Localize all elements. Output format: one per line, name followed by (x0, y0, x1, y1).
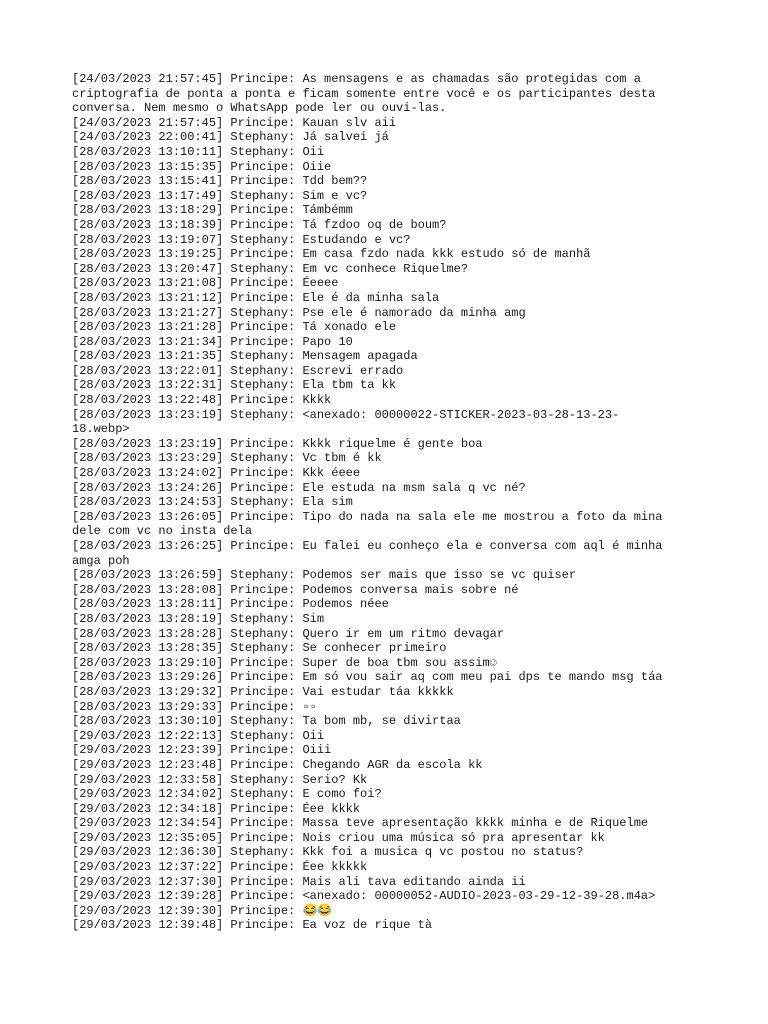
transcript-line: [28/03/2023 13:29:26] Principe: Em só vou sair aq com meu pai dps te mando msg táa (72, 670, 663, 685)
transcript-line: [28/03/2023 13:26:59] Stephany: Podemos ser mais que isso se vc quiser (72, 568, 577, 583)
transcript-line: [29/03/2023 12:35:05] Principe: Nois criou uma música só pra apresentar kk (72, 830, 605, 845)
transcript-line: [28/03/2023 13:22:31] Stephany: Ela tbm ta kk (72, 378, 397, 393)
transcript-line: [28/03/2023 13:24:02] Principe: Kkk éeee (72, 466, 361, 481)
transcript-line: [28/03/2023 13:24:53] Stephany: Ela sim (72, 495, 353, 510)
transcript-line: [28/03/2023 13:29:32] Principe: Vai estudar táa kkkkk (72, 684, 454, 699)
transcript-line: conversa. Nem mesmo o WhatsApp pode ler ou ouvi-las. (72, 101, 447, 116)
transcript-line: [28/03/2023 13:18:29] Principe: Támbémm (72, 203, 353, 218)
transcript-line: [28/03/2023 13:24:26] Principe: Ele estuda na msm sala q vc né? (72, 480, 526, 495)
transcript-line: [28/03/2023 13:10:11] Stephany: Oii (72, 144, 325, 159)
transcript-line: [28/03/2023 13:21:28] Principe: Tá xonado ele (72, 320, 397, 335)
transcript-line: amga poh (72, 553, 130, 568)
transcript-line: [28/03/2023 13:21:12] Principe: Ele é da minha sala (72, 290, 440, 305)
transcript-line: [28/03/2023 13:26:05] Principe: Tipo do nada na sala ele me mostrou a foto da mina (72, 509, 663, 524)
transcript-line: [28/03/2023 13:21:34] Principe: Papo 10 (72, 334, 353, 349)
transcript-line: [28/03/2023 13:30:10] Stephany: Ta bom mb, se divirtaa (72, 714, 461, 729)
transcript-line: [28/03/2023 13:19:07] Stephany: Estudando e vc? (72, 232, 411, 247)
transcript-line: [29/03/2023 12:33:58] Stephany: Serio? Kk (72, 772, 368, 787)
transcript-line: [28/03/2023 13:29:10] Principe: Super de boa tbm sou assim☺ (72, 655, 497, 670)
transcript-line: [29/03/2023 12:39:28] Principe: <anexado: 00000052-AUDIO-2023-03-29-12-39-28.m4a> (72, 889, 656, 904)
transcript-line: [29/03/2023 12:36:30] Stephany: Kkk foi a musica q vc postou no status? (72, 845, 584, 860)
transcript-line: [29/03/2023 12:34:18] Principe: Éee kkkk (72, 801, 361, 816)
transcript-line: [28/03/2023 13:28:19] Stephany: Sim (72, 611, 325, 626)
transcript-line: [28/03/2023 13:21:27] Stephany: Pse ele é namorado da minha amg (72, 305, 526, 320)
transcript-line: [24/03/2023 21:57:45] Principe: As mensagens e as chamadas são protegidas com a (72, 72, 641, 86)
transcript-line: [29/03/2023 12:39:48] Principe: Ea voz de rique tà (72, 918, 433, 933)
transcript-line: [28/03/2023 13:19:25] Principe: Em casa fzdo nada kkk estudo só de manhã (72, 247, 591, 262)
transcript-line: [28/03/2023 13:22:48] Principe: Kkkk (72, 393, 332, 408)
transcript-line: [28/03/2023 13:28:11] Principe: Podemos néee (72, 597, 389, 612)
transcript-line: dele com vc no insta dela (72, 524, 253, 539)
transcript-line: [24/03/2023 22:00:41] Stephany: Já salvei já (72, 130, 389, 145)
transcript-line: [28/03/2023 13:28:35] Stephany: Se conhecer primeiro (72, 641, 447, 656)
transcript-line: [29/03/2023 12:37:22] Principe: Éee kkkkk (72, 860, 368, 875)
transcript-line: [28/03/2023 13:28:28] Stephany: Quero ir em um ritmo devagar (72, 626, 505, 641)
transcript-line: [28/03/2023 13:23:29] Stephany: Vc tbm é kk (72, 451, 382, 466)
transcript-line: [28/03/2023 13:23:19] Principe: Kkkk riquelme é gente boa (72, 436, 483, 451)
transcript-line: [28/03/2023 13:29:33] Principe: ▫▫ (72, 699, 317, 714)
transcript-line: [29/03/2023 12:37:30] Principe: Mais ali tava editando ainda ii (72, 874, 526, 889)
transcript-line: [24/03/2023 21:57:45] Principe: Kauan slv aii (72, 115, 397, 130)
transcript-line: [28/03/2023 13:21:35] Stephany: Mensagem apagada (72, 349, 418, 364)
transcript-line: [28/03/2023 13:20:47] Stephany: Em vc conhece Riquelme? (72, 261, 469, 276)
transcript-line: [28/03/2023 13:28:08] Principe: Podemos conversa mais sobre né (72, 582, 519, 597)
transcript-line: [28/03/2023 13:18:39] Principe: Tá fzdoo oq de boum? (72, 217, 447, 232)
transcript-line: [28/03/2023 13:15:41] Principe: Tdd bem?? (72, 174, 368, 189)
transcript-line: [29/03/2023 12:23:48] Principe: Chegando AGR da escola kk (72, 757, 483, 772)
transcript-line: [28/03/2023 13:21:08] Principe: Éeeee (72, 276, 339, 291)
transcript-line: [29/03/2023 12:39:30] Principe: 😂😂 (72, 903, 333, 918)
transcript-line: criptografia de ponta a ponta e ficam somente entre você e os participantes desta (72, 86, 656, 101)
chat-transcript (72, 72, 712, 933)
transcript-line: [29/03/2023 12:23:39] Principe: Oiii (72, 743, 332, 758)
transcript-line: [29/03/2023 12:22:13] Stephany: Oii (72, 728, 325, 743)
transcript-line: [29/03/2023 12:34:02] Stephany: E como foi? (72, 787, 382, 802)
transcript-line: [29/03/2023 12:34:54] Principe: Massa teve apresentação kkkk minha e de Riquelme (72, 816, 649, 831)
transcript-line: [28/03/2023 13:23:19] Stephany: <anexado: 00000022-STICKER-2023-03-28-13-23- (72, 407, 620, 422)
transcript-line: [28/03/2023 13:15:35] Principe: Oiie (72, 159, 332, 174)
transcript-line: [28/03/2023 13:22:01] Stephany: Escrevi errado (72, 363, 404, 378)
transcript-line: 18.webp> (72, 422, 130, 437)
transcript-line: [28/03/2023 13:26:25] Principe: Eu falei eu conheço ela e conversa com aql é minha (72, 539, 663, 553)
transcript-line: [28/03/2023 13:17:49] Stephany: Sim e vc? (72, 188, 368, 203)
